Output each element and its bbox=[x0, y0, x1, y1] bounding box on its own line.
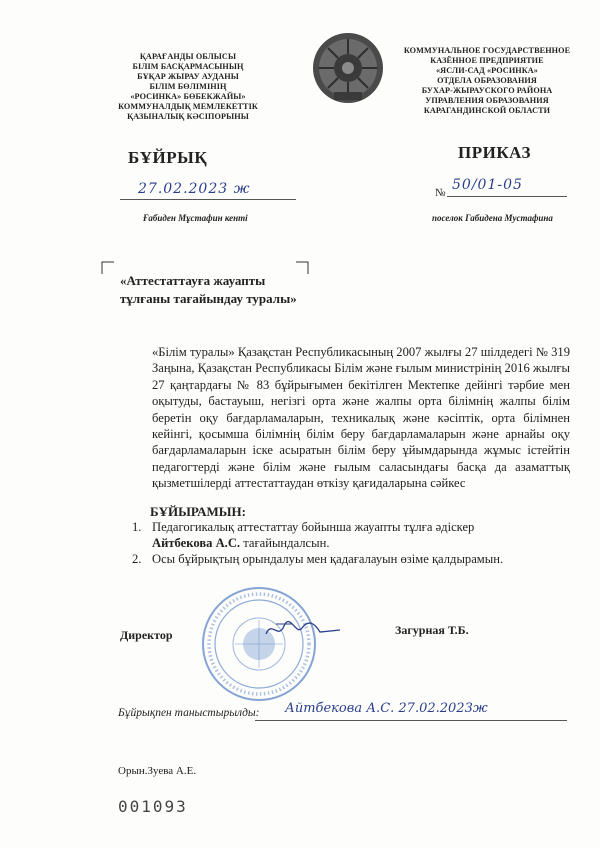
item-text bbox=[152, 519, 474, 551]
date-underline bbox=[120, 199, 296, 200]
item-number: 1. bbox=[132, 520, 142, 534]
header-kz-line: БҰҚАР ЖЫРАУ АУДАНЫ bbox=[137, 72, 239, 81]
order-directive: БҰЙЫРАМЫН: bbox=[150, 504, 247, 519]
subject-line: тұлғаны тағайындау туралы» bbox=[120, 291, 297, 306]
subject-line: «Аттестаттауға жауапты bbox=[120, 273, 266, 288]
item-text-main: Педагогикалық аттестаттау бойынша жауапты тұлға әдіскер bbox=[152, 520, 475, 534]
item-text-tail: тағайындалсын. bbox=[240, 536, 330, 550]
item-number: 2. bbox=[132, 552, 142, 566]
number-sign: № bbox=[435, 187, 446, 199]
header-ru-line: КАРАГАНДИНСКОЙ ОБЛАСТИ bbox=[423, 106, 551, 115]
handwritten-order-number: 50/01-05 bbox=[452, 177, 523, 193]
header-kz-line: БІЛІМ БАСҚАРМАСЫНЫҢ bbox=[132, 62, 244, 71]
appointee-name: Айтбекова А.С. bbox=[152, 536, 241, 550]
order-body bbox=[152, 344, 570, 492]
header-kz-line: «РОСИНКА» БӨБЕКЖАЙЫ» bbox=[130, 92, 246, 101]
acknowledgement-underline bbox=[255, 720, 567, 721]
header-ru-line: ОТДЕЛА ОБРАЗОВАНИЯ bbox=[437, 76, 537, 85]
body-paragraph: «Білім туралы» Қазақстан Республикасының 2007 жылғы 27 шілдедегі № 319 Заңына, Қазақстан Республикасы Білім және ғылым министрінің 2016 жылғы 27 қаңтардағы № 83 бұйрығымен бекітілген Мектепке дейінгі тәрбие мен оқытуды, бастауыш, негізгі орта және жалпы орта білімнің жалпы білім беретін оқу бағдарламаларын, техникалық және кәсіптік, орта білімнен кейінгі, қосымша білімнің білім беру бағдарламаларын және арнайы оқу бағдарламаларын іске асыратын білім беру ұйымдарында жұмыс істейтін педагогтерді және білім және ғылым саласындағы басқа да азаматтық қызметшілерді аттестаттаудан өткізу қағидаларына сәйкес bbox=[152, 345, 570, 491]
header-kazakh bbox=[108, 52, 268, 122]
document-title-kz: БҰЙРЫҚ bbox=[128, 148, 208, 167]
header-russian bbox=[392, 46, 582, 116]
acknowledgement-signature: Айтбекова А.С. 27.02.2023ж bbox=[285, 701, 488, 716]
header-ru-line: КОММУНАЛЬНОЕ ГОСУДАРСТВЕННОЕ bbox=[403, 46, 571, 55]
order-item bbox=[132, 519, 572, 551]
place-kz: Ғабиден Мұстафин кенті bbox=[143, 213, 248, 223]
order-items bbox=[132, 519, 572, 567]
signatory-name: Загурная Т.Б. bbox=[395, 623, 469, 637]
header-ru-line: «ЯСЛИ-САД «РОСИНКА» bbox=[435, 66, 539, 75]
item-text: Осы бұйрықтың орындалуы мен қадағалауын өзіме қалдырамын. bbox=[152, 552, 504, 566]
number-underline bbox=[447, 196, 567, 197]
handwritten-date: 27.02.2023 ж bbox=[138, 181, 251, 197]
serial-number: 001093 bbox=[118, 797, 188, 816]
header-ru-line: КАЗЁННОЕ ПРЕДПРИЯТИЕ bbox=[430, 56, 544, 65]
order-subject bbox=[120, 272, 297, 308]
official-stamp-icon bbox=[200, 585, 318, 703]
order-item bbox=[132, 551, 572, 567]
executor: Орын.Зуева А.Е. bbox=[118, 765, 197, 777]
header-kz-line: ҚАРАҒАНДЫ ОБЛЫСЫ bbox=[139, 52, 237, 61]
header-ru-line: УПРАВЛЕНИЯ ОБРАЗОВАНИЯ bbox=[425, 96, 549, 105]
document-title-ru: ПРИКАЗ bbox=[458, 143, 531, 162]
acknowledgement-label: Бұйрықпен таныстырылды: bbox=[118, 707, 260, 719]
signature-role: Директор bbox=[120, 628, 173, 642]
signature-icon bbox=[262, 618, 342, 642]
header-ru-line: БУХАР-ЖЫРАУСКОГО РАЙОНА bbox=[421, 86, 553, 95]
header-kz-line: БІЛІМ БӨЛІМІНІҢ bbox=[149, 82, 227, 91]
header-kz-line: КОММУНАЛДЫҚ МЕМЛЕКЕТТІК bbox=[118, 102, 258, 111]
place-ru: поселок Габидена Мустафина bbox=[432, 213, 553, 223]
header-kz-line: ҚАЗЫНАЛЫҚ КӘСІПОРЫНЫ bbox=[127, 112, 249, 121]
state-emblem-icon bbox=[310, 30, 386, 106]
